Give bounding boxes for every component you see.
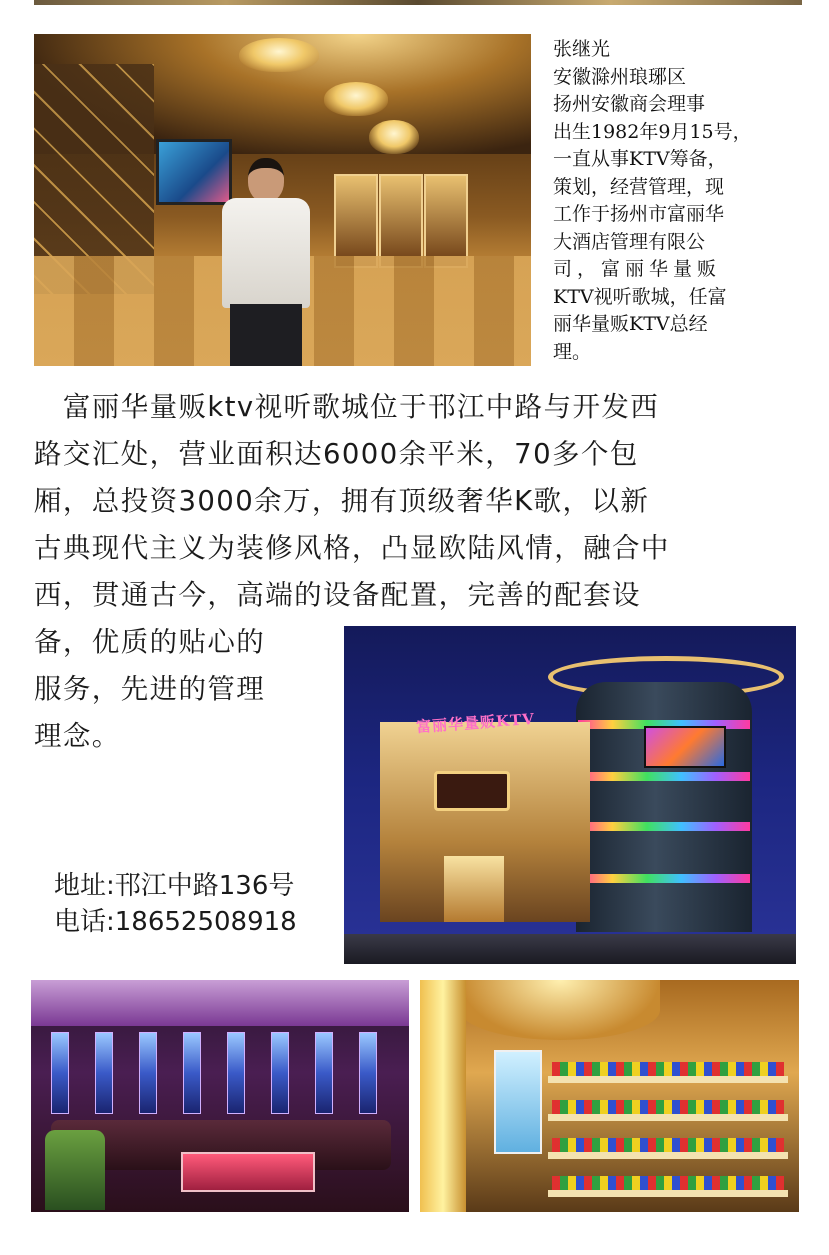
ktv-room-photo — [31, 980, 409, 1212]
bio-line: 工作于扬州市富丽华 — [553, 203, 725, 225]
facade-sign — [434, 771, 510, 811]
bio-line: 出生1982年9月15号， — [553, 120, 752, 143]
top-decorative-strip — [34, 0, 802, 5]
bio-name: 张继光 — [553, 38, 611, 60]
wall-panel — [315, 1032, 333, 1114]
shop-goods — [552, 1062, 784, 1076]
building-signage: 富丽华量贩KTV — [415, 709, 536, 737]
bio-line: 大酒店管理有限公 — [553, 230, 706, 253]
building-entrance — [444, 856, 504, 922]
bio-line: 司，富丽华量贩 — [553, 258, 722, 280]
led-band — [578, 772, 750, 781]
building-photo — [344, 626, 796, 964]
shop-goods — [552, 1138, 784, 1152]
description-line: 路交汇处，营业面积达6000余平米，70多个包 — [34, 438, 639, 470]
description-line: 服务，先进的管理 — [34, 673, 266, 705]
bio-text — [553, 36, 803, 366]
bio-line: 一直从事KTV筹备， — [553, 148, 727, 170]
bio-line: KTV视听歌城，任富 — [553, 285, 727, 308]
description-line: 备，优质的贴心的 — [34, 626, 266, 658]
room-table — [181, 1152, 315, 1192]
building-ground — [344, 934, 796, 964]
snack-shop-photo — [420, 980, 799, 1212]
bio-line: 扬州安徽商会理事 — [553, 93, 706, 115]
person-head — [248, 158, 284, 202]
shop-ceiling — [460, 980, 660, 1040]
description-line: 富丽华量贩ktv视听歌城位于邗江中路与开发西 — [34, 391, 660, 423]
description-line: 古典现代主义为装修风格，凸显欧陆风情，融合中 — [34, 532, 670, 564]
room-ceiling — [31, 980, 409, 1026]
wall-panel — [359, 1032, 377, 1114]
shop-pillar — [420, 980, 466, 1212]
description-line: 厢，总投资3000余万，拥有顶级奢华K歌，以新 — [34, 485, 650, 517]
wall-panel — [95, 1032, 113, 1114]
chandelier — [324, 82, 388, 116]
person-figure — [218, 158, 314, 366]
chandelier — [239, 38, 319, 72]
display-case — [379, 174, 423, 268]
wall-panel — [183, 1032, 201, 1114]
portrait-photo — [34, 34, 531, 366]
description-line: 理念。 — [34, 720, 121, 752]
person-shirt — [222, 198, 310, 308]
shop-goods — [552, 1176, 784, 1190]
led-band — [578, 874, 750, 883]
wall-panel — [51, 1032, 69, 1114]
shop-shelf — [548, 1076, 788, 1083]
display-case — [424, 174, 468, 268]
description-line: 西，贯通古今，高端的设备配置，完善的配套设 — [34, 579, 641, 611]
person-pants — [230, 304, 302, 366]
bio-line: 丽华量贩KTV总经 — [553, 313, 708, 335]
bio-line: 策划，经营管理，现 — [553, 175, 725, 198]
wall-panel — [271, 1032, 289, 1114]
led-band — [578, 822, 750, 831]
bio-line: 理。 — [553, 340, 592, 363]
room-chair — [45, 1130, 105, 1210]
shop-shelf — [548, 1152, 788, 1159]
phone-text: 电话:18652508918 — [54, 907, 297, 937]
shop-goods — [552, 1100, 784, 1114]
display-case — [334, 174, 378, 268]
wall-panel — [139, 1032, 157, 1114]
shop-shelf — [548, 1114, 788, 1121]
wall-panel — [227, 1032, 245, 1114]
shop-shelf — [548, 1190, 788, 1197]
address-text: 地址:邗江中路136号 — [54, 871, 295, 901]
building-video-screen — [644, 726, 726, 768]
contact-info — [54, 868, 297, 940]
shop-fridge — [494, 1050, 542, 1154]
bio-line: 安徽滁州琅琊区 — [553, 65, 687, 88]
chandelier — [369, 120, 419, 154]
